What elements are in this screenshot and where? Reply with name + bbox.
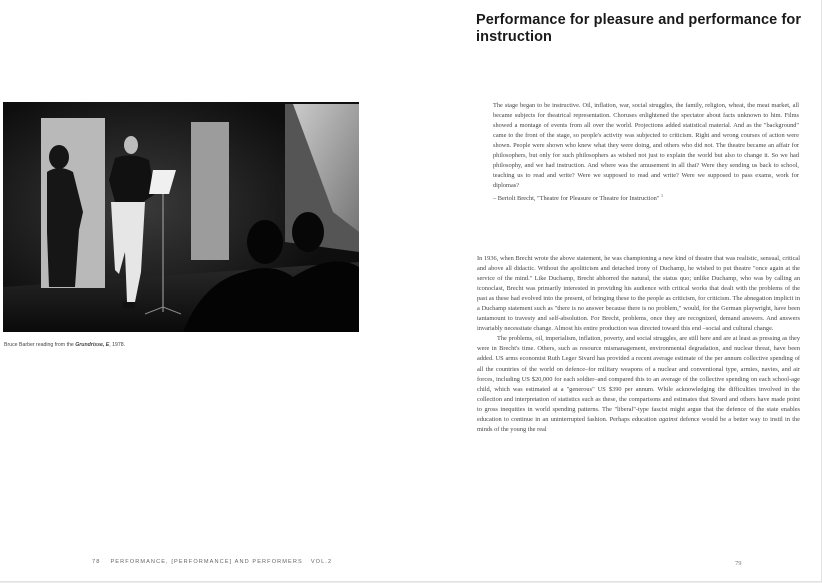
left-page-number: 78	[92, 559, 101, 565]
caption-suffix: , 1978.	[109, 342, 126, 348]
running-head: PERFORMANCE, [PERFORMANCE] AND PERFORMERS VOL.2	[110, 559, 333, 565]
epigraph-text: The stage began to be instructive. Oil, inflation, war, social struggles, the family, religion, wheat, the meat market, all became subjects for theatrical representation. Choruses enlightened the spectator about facts unknown to him. Films showed a montage of events from all over the world. Projections added statistical material. And as the "background" came to the front of the stage, so people's activity was subjected to criticism. Right and wrong courses of action were shown. People were shown who knew what they were doing, and others who did not. The theatre became an affair for philosophers, but only for such philosophers as wished not just to explain the world but also to change it. So we had philosophy, and we had instruction. And where was the amusement in all that? Were they sending us back to school, teaching us to read and write? Were we supposed to read and write? Were we supposed to pass exams, work for diplomas?	[493, 102, 799, 190]
footnote-marker: 1	[661, 193, 664, 199]
right-page-number: 79	[735, 560, 742, 567]
epigraph	[493, 101, 799, 205]
paragraph-text: The problems, oil, imperialism, inflation, poverty, and social struggles, are still here and are at least as pressing as they were in Brecht's time. Others, such as resource mismanagement, environmental degradation, and nuclear threat, have been added. US arms economist Ruth Leger Sivard has provided a recent average estimate of the per annum collective spending of all the countries of the world on defence–for military weapons of a nuclear and conventional type, armies, navies, and air forces, including US $20,000 for each soldier–and compared this to an average of the collective spending on each school-age child, which was estimated at a "generous" US $390 per annum. While acknowledging the difficulties involved in the collection and interpretation of statistics such as these, the comparisons and estimates that Sivard and others have made point to gross inequities in world spending patterns. The "liberal"-type fascist might argue that the defence of the state enables education to continue in an uninterrupted fashion. Perhaps education	[477, 335, 800, 423]
epigraph-attribution	[493, 191, 799, 204]
photo-image	[3, 102, 359, 332]
body-text	[477, 254, 800, 435]
photo-caption	[4, 342, 125, 348]
paragraph: In 1936, when Brecht wrote the above statement, he was championing a new kind of theatre that was realistic, sensual, critical and above all didactic. Without the apoliticism and detached irony of Duchamp, he wished to put theatre "once again at the service of the mind." Like Duchamp, Brecht abhorred the natural, the status quo; unlike Duchamp, who was by calling an iconoclast, Brecht was primarily interested in providing his audience with critical works that dealt with the problems of the past as these had evolved into the present, of bringing these to the people as criticism, for criticism. The abnegation implicit in a Duchamp statement such as "there is no answer because there is no problem," would, for the German playwright, have been tantamount to travesty and self-absolution. For Brecht, problems, once they are recognized, demand answers. And answers invariably necessitate change. Almost his entire production was directed toward this end –social and cultural change.	[477, 255, 800, 333]
left-page-footer	[92, 559, 332, 565]
caption-work-title: Grundrisse, E	[75, 342, 110, 348]
paragraph	[477, 334, 800, 434]
chapter-title: Performance for pleasure and performance for instruction	[476, 12, 802, 45]
paragraph-continuation: defence would be a better way to instil in the minds of the young the real	[477, 415, 801, 433]
emphasis-word: against	[658, 415, 678, 423]
caption-prefix: Bruce Barber reading from the	[4, 342, 76, 348]
performance-photo	[3, 102, 359, 332]
attribution-text: – Bertolt Brecht, "Theatre for Pleasure or Theatre for Instruction"	[493, 195, 660, 203]
